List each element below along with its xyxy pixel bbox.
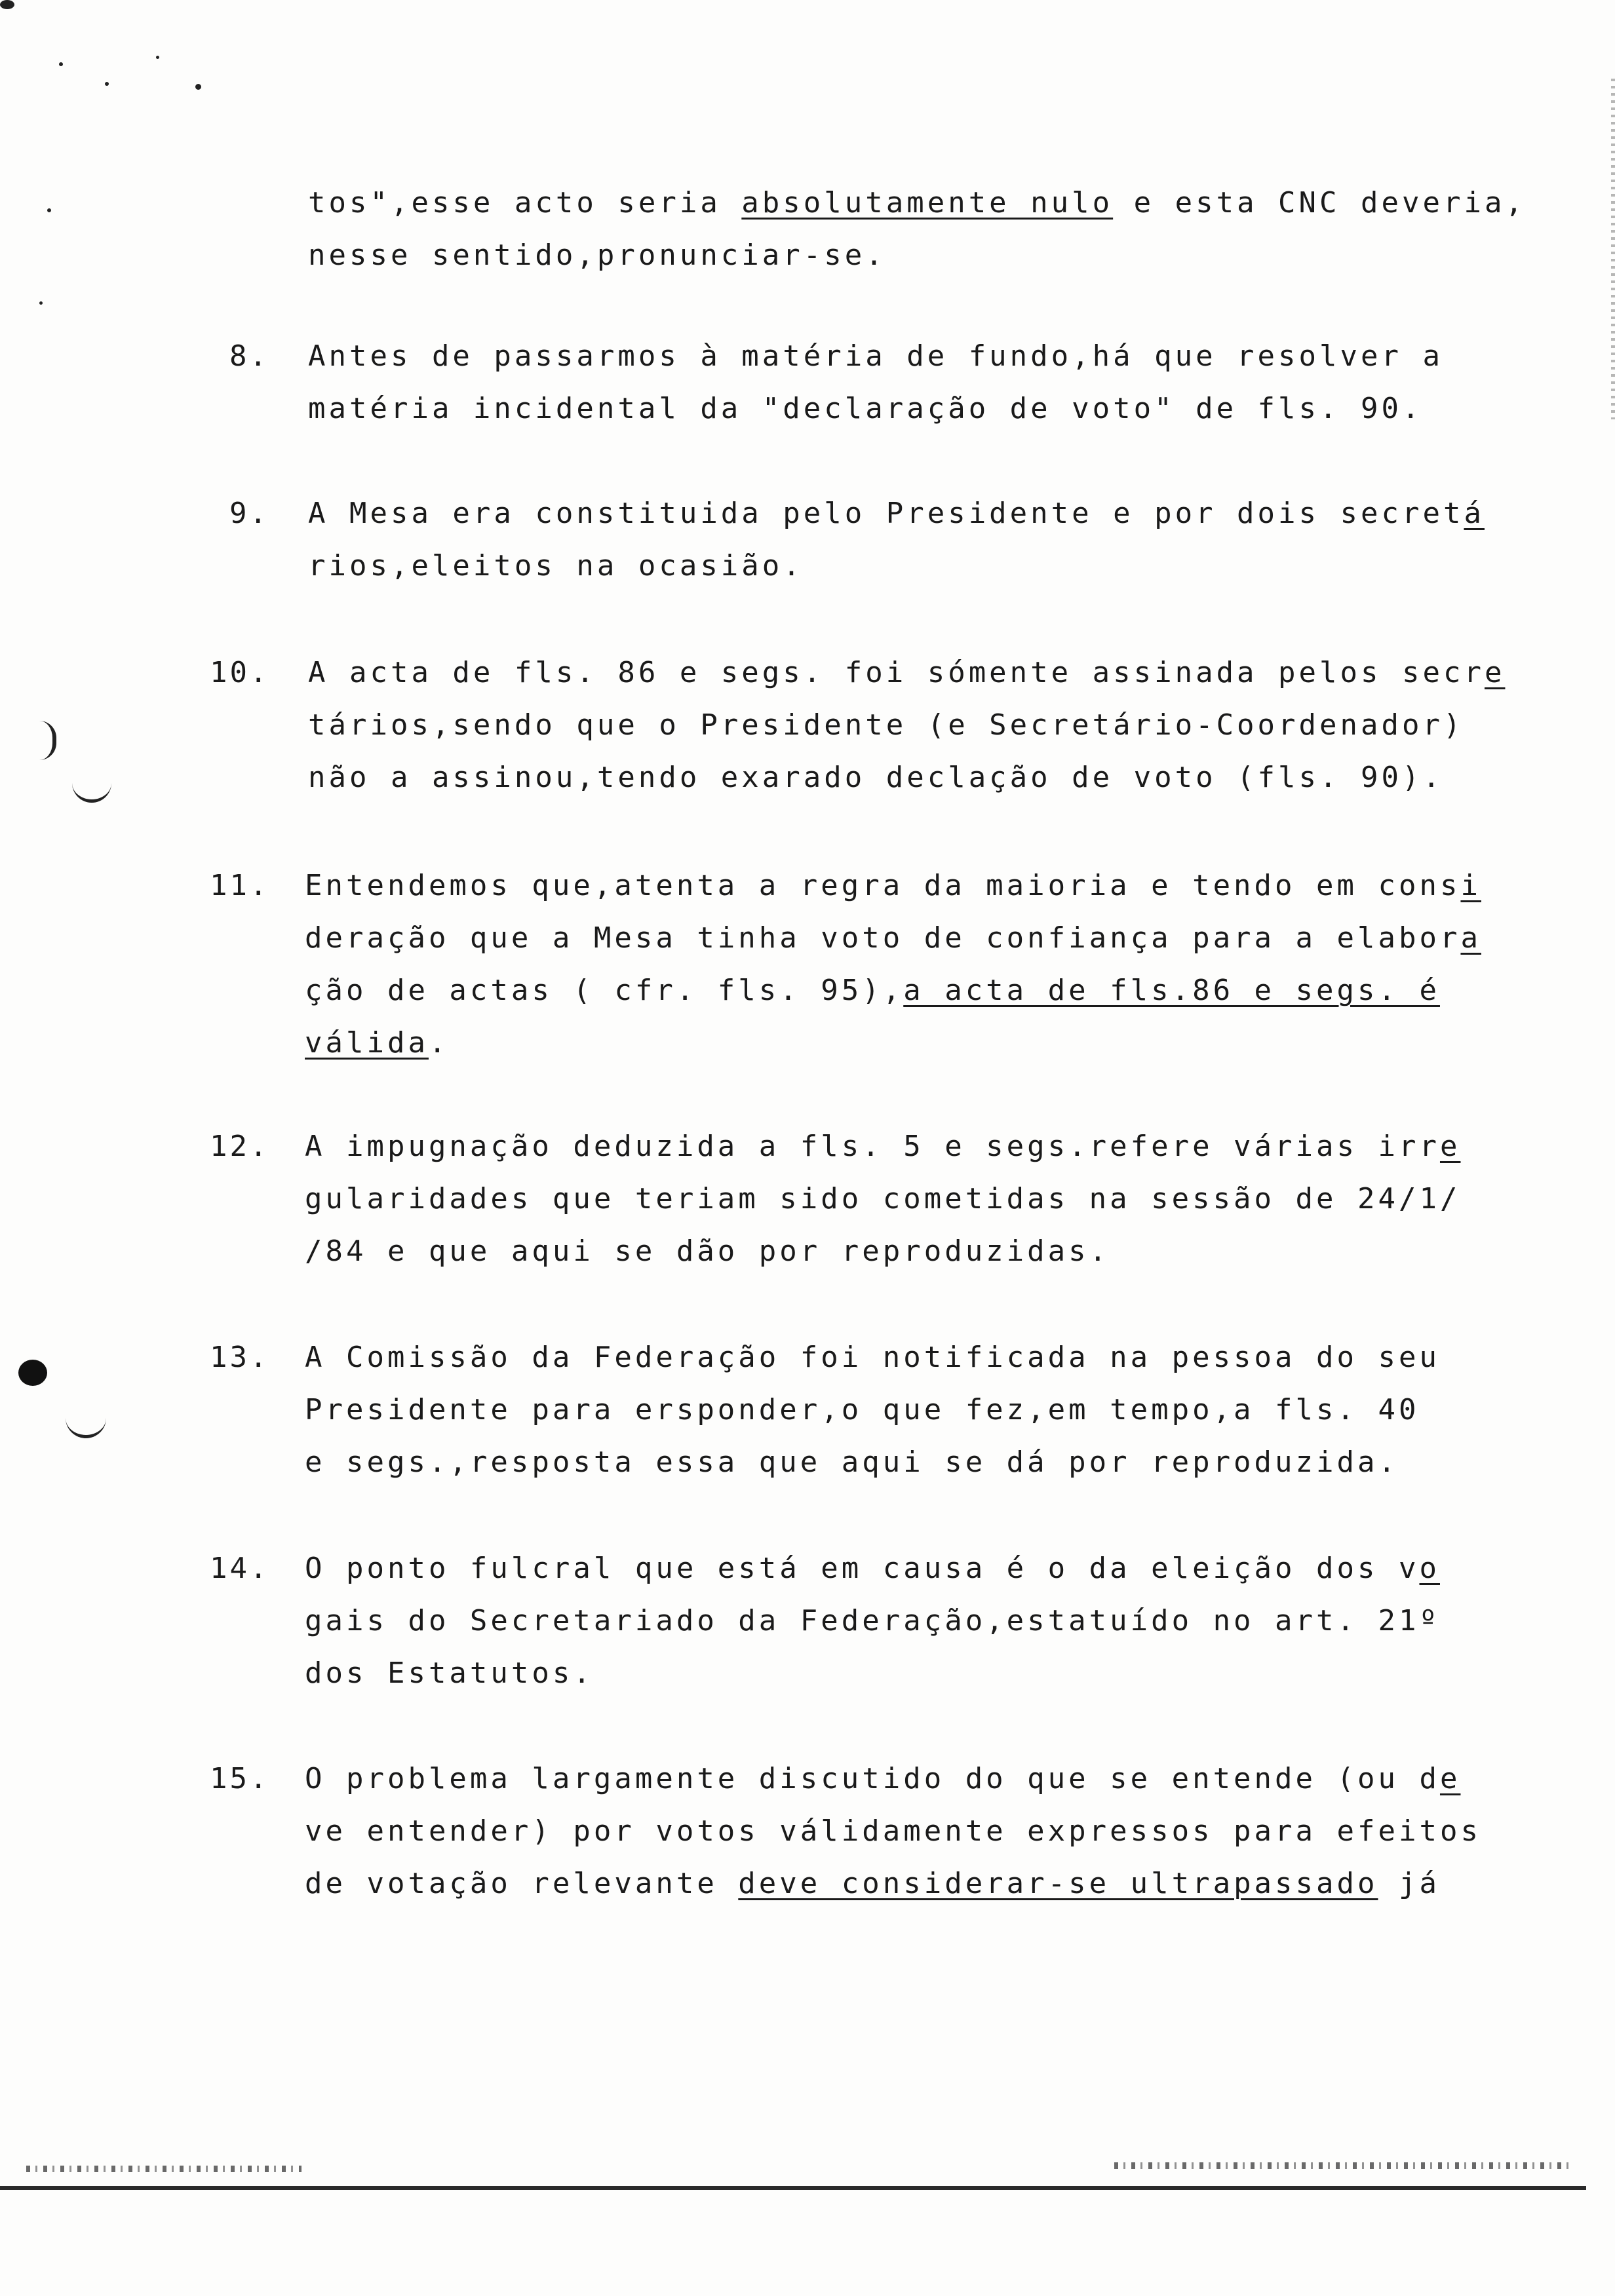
text-segment: . [428,1026,450,1060]
scan-speck [39,301,43,305]
text-line [308,708,1464,742]
text-line [305,1234,1110,1268]
underlined-text: e [1484,656,1506,689]
text-segment: /84 e que aqui se dão por reproduzidas. [305,1234,1110,1268]
scan-speck [156,56,159,59]
text-line [305,1814,1481,1848]
underlined-text: válida [305,1026,429,1060]
text-line [308,763,1443,792]
text-segment: Presidente para ersponder,o que fez,em tempo,a fls. 40 [305,1393,1420,1426]
text-line [305,1393,1420,1426]
text-segment: Entendemos que,atenta a regra da maioria e tendo em cons [305,869,1461,902]
margin-blot [18,1360,47,1386]
text-segment: nesse sentido,pronunciar-se. [308,239,886,272]
text-segment: ve entender) por votos válidamente expressos para efeitos [305,1814,1481,1848]
text-line [305,1656,594,1690]
paragraph-number-14: 14. [210,1552,270,1585]
underlined-text: deve considerar-se ultrapassado [738,1867,1378,1900]
margin-mark [39,721,56,760]
text-segment: gularidades que teriam sido cometidas na sessão de 24/1/ [305,1182,1461,1215]
text-line [308,339,1443,373]
text-line [305,976,1440,1005]
underlined-text: a acta de fls.86 e segs. é [903,974,1440,1007]
underlined-text: a [1460,921,1481,955]
text-line [305,1132,1460,1161]
scan-speck [105,82,109,86]
text-segment: gais do Secretariado da Federação,estatuído no art. 21º [305,1604,1440,1637]
text-line [305,921,1481,955]
text-segment: tos",esse acto seria [308,186,742,220]
text-segment: matéria incidental da "declaração de voto" de fls. 90. [308,392,1423,425]
text-segment: tários,sendo que o Presidente (e Secretário-Coordenador) [308,708,1464,742]
paragraph-number-13: 13. [210,1341,270,1374]
text-line [305,871,1481,900]
text-line [308,394,1422,423]
underlined-text: á [1464,497,1485,530]
text-line [308,499,1485,528]
margin-mark [72,773,111,803]
text-line [308,549,804,583]
underlined-text: o [1419,1552,1440,1585]
scan-speck [59,62,63,66]
text-line [308,186,1526,220]
paragraph-number-10: 10. [210,656,270,689]
text-segment: e segs.,resposta essa que aqui se dá por reproduzida. [305,1445,1399,1479]
underlined-text: i [1460,869,1481,902]
text-segment: A Mesa era constituida pelo Presidente e por dois secret [308,497,1464,530]
text-segment: não a assinou,tendo exarado declação de voto (fls. 90). [308,761,1443,794]
text-segment: A impugnação deduzida a fls. 5 e segs.refere várias irr [305,1130,1440,1163]
scan-speck [195,84,201,90]
scan-edge-noise [1611,79,1615,419]
paragraph-number-8: 8. [229,339,269,373]
text-segment: dos Estatutos. [305,1656,594,1690]
text-segment: rios,eleitos na ocasião. [308,549,804,583]
text-line [305,1604,1440,1637]
text-line [305,1554,1440,1583]
underlined-text: e [1439,1130,1461,1163]
text-segment: e esta CNC deveria, [1113,186,1526,220]
text-segment: já [1378,1867,1440,1900]
paragraph-number-9: 9. [229,497,269,530]
underlined-text: e [1439,1762,1461,1795]
text-line [308,656,1506,689]
text-segment: A acta de fls. 86 e segs. foi sómente assinada pelos secr [308,656,1485,689]
text-line [305,1182,1461,1215]
text-line [305,1343,1440,1372]
scan-speck [0,0,14,9]
text-segment: A Comissão da Federação foi notificada na pessoa do seu [305,1341,1440,1374]
paragraph-number-11: 11. [210,869,270,902]
text-segment: deração que a Mesa tinha voto de confiança para a elabor [305,921,1461,955]
text-segment: O ponto fulcral que está em causa é o da eleição dos v [305,1552,1420,1585]
text-line [305,1026,450,1060]
text-line [305,1445,1399,1479]
scan-noise [1114,2162,1573,2169]
bottom-rule [0,2186,1586,2190]
scan-noise [26,2166,302,2172]
margin-mark [66,1409,106,1438]
text-segment: ção de actas ( cfr. fls. 95), [305,974,904,1007]
text-segment: O problema largamente discutido do que se entende (ou d [305,1762,1440,1795]
paragraph-number-12: 12. [210,1130,270,1163]
underlined-text: absolutamente nulo [741,186,1114,220]
scan-speck [47,208,51,212]
text-segment: de votação relevante [305,1867,739,1900]
text-line [305,1869,1440,1898]
paragraph-number-15: 15. [210,1762,270,1795]
text-segment: Antes de passarmos à matéria de fundo,há que resolver a [308,339,1443,373]
text-line [305,1762,1461,1795]
text-line [308,241,886,270]
